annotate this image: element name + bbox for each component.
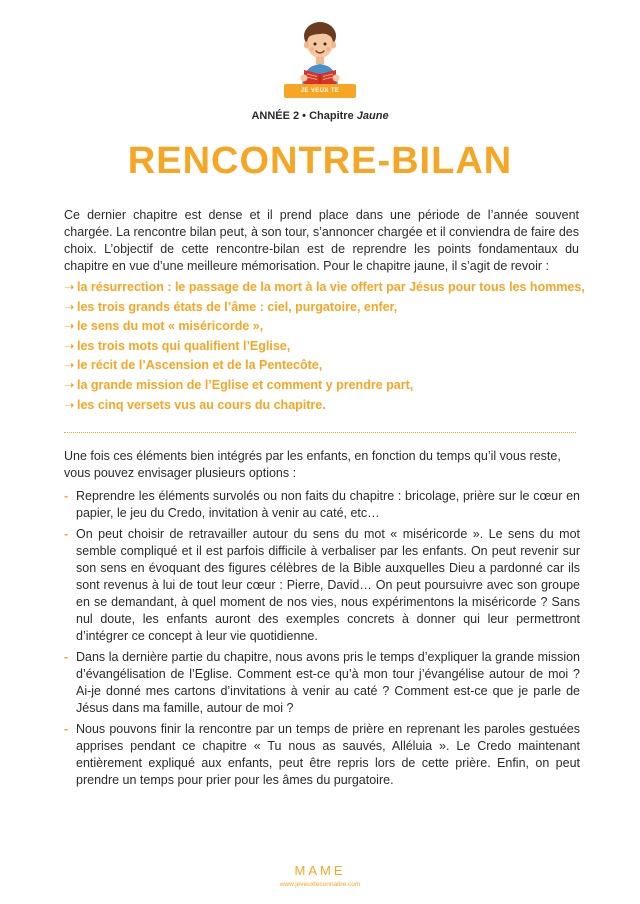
key-point-item: ➝ les cinq versets vus au cours du chapitre. bbox=[64, 396, 584, 416]
arrow-icon: ➝ bbox=[64, 299, 75, 314]
key-point-item: ➝ le récit de l’Ascension et de la Pentecôte, bbox=[64, 356, 584, 376]
arrow-icon: ➝ bbox=[64, 397, 75, 412]
logo-banner: JE VEUX TE CONNAÎTRE bbox=[284, 84, 356, 98]
website-link[interactable]: www.jeveuxteconnaitre.com bbox=[279, 881, 361, 888]
chapter-subtitle bbox=[0, 110, 640, 122]
intro-paragraph: Ce dernier chapitre est dense et il prend place dans une période de l’année souvent chargée. La rencontre bilan peut, à son tour, s’annoncer chargée et il conviendra de faire des choix. L’objectif de cette rencontre-bilan est de reprendre les points fondamentaux du chapitre en vue d’une meilleure mémorisation. Pour le chapitre jaune, il s’agit de revoir : bbox=[64, 208, 579, 273]
bullet-icon: - bbox=[64, 650, 69, 664]
key-point-item: ➝ la grande mission de l’Eglise et comment y prendre part, bbox=[64, 376, 584, 396]
key-point-item: ➝ les trois mots qui qualifient l’Eglise, bbox=[64, 337, 584, 357]
arrow-icon: ➝ bbox=[64, 377, 75, 392]
page-title: RENCONTRE-BILAN bbox=[127, 140, 513, 182]
arrow-icon: ➝ bbox=[64, 358, 75, 373]
options-intro-paragraph: Une fois ces éléments bien intégrés par les enfants, en fonction du temps qu’il vous reste, vous pouvez envisager plusieurs options : bbox=[64, 449, 561, 480]
options-list bbox=[64, 488, 580, 793]
option-item: - Reprendre les éléments survolés ou non faits du chapitre : bricolage, prière sur le cœur en papier, le jeu du Credo, invitation à venir au caté, etc… bbox=[64, 489, 580, 520]
dotted-divider bbox=[64, 432, 576, 433]
publisher-logo: MAME bbox=[294, 863, 346, 878]
key-point-item: ➝ le sens du mot « miséricorde », bbox=[64, 317, 584, 337]
bullet-icon: - bbox=[64, 722, 69, 736]
bullet-icon: - bbox=[64, 527, 69, 541]
arrow-icon: ➝ bbox=[64, 338, 75, 353]
option-item: - Dans la dernière partie du chapitre, nous avons pris le temps d’expliquer la grande mission d’évangélisation de l’Eglise. Comment est-ce qu’à mon tour j’évangélise autour de moi ? Ai-je donné mes cartons d’invitations à venir au caté ? Comment est-ce que je parle de Jésus dans ma famille, autour de moi ? bbox=[64, 650, 580, 715]
arrow-icon: ➝ bbox=[64, 280, 75, 294]
option-item: - Nous pouvons finir la rencontre par un temps de prière en reprenant les paroles gestuées apprises pendant ce chapitre « Tu nous as sauvés, Alléluia ». Le Credo maintenant entièrement expliqué aux enfants, peut être repris lors de cette prière. Enfin, on peut prendre un temps pour prier pour les âmes du purgatoire. bbox=[64, 722, 580, 787]
key-points-list bbox=[64, 278, 584, 415]
arrow-icon: ➝ bbox=[64, 319, 75, 334]
chapter-name: Jaune bbox=[356, 110, 389, 122]
key-point-item: ➝ les trois grands états de l’âme : ciel, purgatoire, enfer, bbox=[64, 298, 584, 318]
key-point-item: ➝ la résurrection : le passage de la mort à la vie offert par Jésus pour tous les hommes, bbox=[64, 278, 584, 298]
year-label: ANNÉE 2 • Chapitre bbox=[251, 110, 354, 122]
option-item: - On peut choisir de retravailler autour du sens du mot « miséricorde ». Le sens du mot semble compliqué et il est parfois difficile à verbaliser par les enfants. On peut revenir sur son sens en évoquant des figures célèbres de la Bible auxquelles Dieu a pardonné car ils sont revenus à lui de tout leur cœur : Pierre, David… On peut poursuivre avec son groupe en se demandant, à quel moment de nos vies, nous expérimentons la miséricorde ? Sans nul doute, les enfants auront des exemples concrets à donner qui leur permettront d’intégrer ce concept à leur vie quotidienne. bbox=[64, 527, 580, 643]
bullet-icon: - bbox=[64, 489, 69, 503]
